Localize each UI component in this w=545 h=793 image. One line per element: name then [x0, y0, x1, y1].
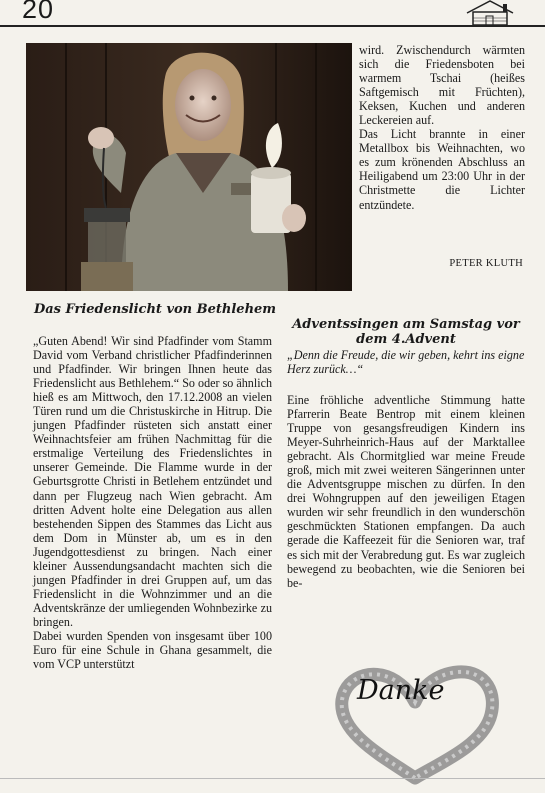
paragraph: „Guten Abend! Wir sind Pfadfinder vom Stamm David vom Verband christlicher Pfadfinderinnen und Pfadfinder. Wir bringen Ihnen heute das Friedenslicht aus Bethlehem.“ So oder so ähnlich hieß es am Mittwoch, den 17.12.2008 an vielen Türen rund um die Christuskirche in Hitrup. Die jungen Pfadfinder rüsteten sich anstatt einer Weihnachtsfeier am frühen Nachmittag für die erstmalige Verteilung des Friedenslichtes in unserer Gemeinde. Die Flamme wurde in der Geburtsgrotte Christi in Betlehem entzündet und dann per Flugzeug nach Wien gebracht. Am dritten Advent holte eine Delegation aus allen bestehenden Sippen des Stammes das Licht aus dem Dom in Münster ab, um es in den Jugendgottesdienst zu bringen. Nach einer kleiner Aussendungsandacht machten sich die jungen Pfadfinder in drei Gruppen auf, um das Friedenslicht in die Wohnzimmer und an die Adventskränze der umliegenden Wohnbezirke zu bringen. [33, 334, 272, 629]
danke-label: Danke [357, 675, 445, 706]
article-headline: Adventssingen am Samstag vor dem 4.Advent [292, 317, 520, 347]
paragraph: wird. Zwischendurch wärmten sich die Friedensboten bei warmem Tschai (heißes Saftgemisch mit Früchten), Keksen, Kuchen und anderen Leckereien auf. [359, 43, 525, 128]
paragraph: Eine fröhliche adventliche Stimmung hatte Pfarrerin Beate Bentrop mit einem kleinen Truppe von gesangsfreudigen Kindern ins Meyer-Suhrheinrich-Haus auf der Marktallee gebracht. Als Chormitglied war meine Freude groß, mich mit zwei weiteren Sängerinnen unter die Adventsgruppe mischen zu dürfen. In den drei Wohngruppen auf den jeweiligen Etagen wurden wir sehr freundlich in den wunderschön geschmückten Stationen empfangen. Da auch gerade die Kaffeezeit für die Senioren war, traf es sich mit der Verabredung gut. Es war zugleich bewegend zu beobachten, wie die Senioren bei be- [287, 393, 525, 590]
author-name: PETER KLUTH [449, 258, 523, 269]
article-body [33, 334, 272, 671]
paragraph: Das Licht brannte in einer Metallbox bis Weihnachten, wo es zum krönenden Abschluss an Heiligabend um 23:00 Uhr in der Christmette die Lichter entzündete. [359, 127, 525, 212]
article-body [287, 393, 525, 590]
article-continuation [359, 43, 525, 212]
article-headline: Das Friedenslicht von Bethlehem [33, 302, 277, 317]
page-number: 20 [22, 0, 55, 24]
header-rule [0, 25, 545, 27]
page-edge [0, 778, 545, 779]
article-quote: „Denn die Freude, die wir geben, kehrt ins eigne Herz zurück…“ [287, 348, 525, 377]
paragraph: Dabei wurden Spenden von insgesamt über 100 Euro für eine Schule in Ghana gesammelt, die vom VCP unterstützt [33, 628, 272, 672]
photo-girl-with-lantern [26, 43, 352, 291]
house-icon [465, 0, 515, 26]
